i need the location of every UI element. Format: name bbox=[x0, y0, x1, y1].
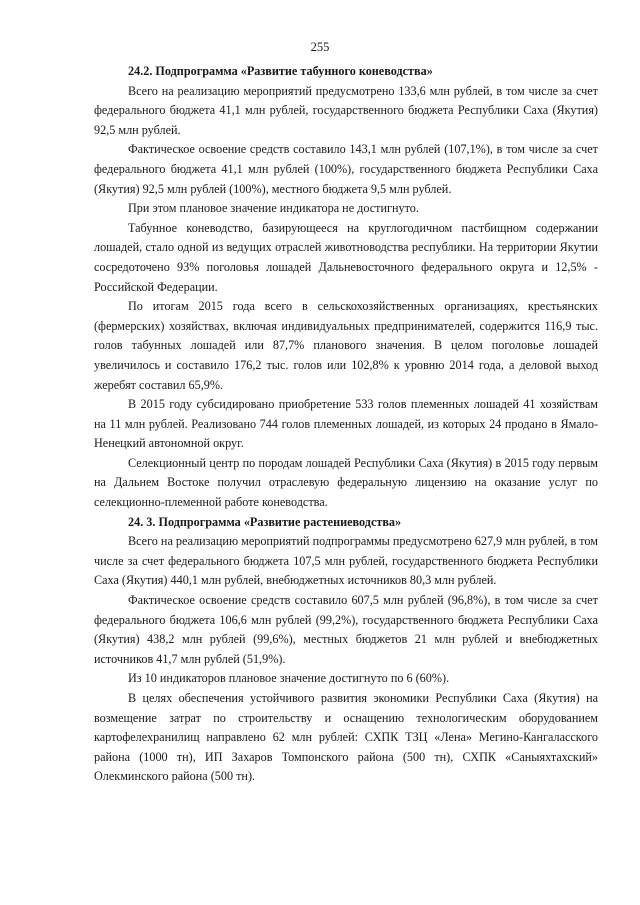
paragraph: Фактическое освоение средств составило 607,5 млн рублей (96,8%), в том числе за счет федерального бюджета 106,6 млн рублей (99,2%), государственного бюджета Республики Саха (Якутия) 438,2 млн рублей (99,6%), местных бюджетов 21 млн рублей и внебюджетных источников 41,7 млн рублей (51,9%). bbox=[94, 593, 598, 666]
paragraph: Табунное коневодство, базирующееся на круглогодичном пастбищном содержании лошадей, стало одной из ведущих отраслей животноводства республики. На территории Якутии сосредоточено 93% поголовья лошадей Дальневосточного федерального округа и 12,5% - Российской Федерации. bbox=[94, 220, 598, 294]
paragraph: Всего на реализацию мероприятий предусмотрено 133,6 млн рублей, в том числе за счет федерального бюджета 41,1 млн рублей, государственного бюджета Республики Саха (Якутия) 92,5 млн рублей. bbox=[94, 83, 598, 137]
paragraph: Фактическое освоение средств составило 143,1 млн рублей (107,1%), в том числе за счет федерального бюджета 41,1 млн рублей (100%), государственного бюджета Республики Саха (Якутия) 92,5 млн рублей (100%), местного бюджета 9,5 млн рублей. bbox=[94, 142, 598, 196]
paragraph: При этом плановое значение индикатора не достигнуто. bbox=[128, 201, 419, 216]
page-content bbox=[94, 62, 598, 787]
paragraph: Селекционный центр по породам лошадей Республики Саха (Якутия) в 2015 году первым на Дальнем Востоке получил отраслевую федеральную лицензию на оказание услуг по селекционно-племенной работе коневодства. bbox=[94, 455, 598, 510]
section-heading-horse-breeding: 24.2. Подпрограмма «Развитие табунного коневодства» bbox=[128, 64, 433, 78]
paragraph: В целях обеспечения устойчивого развития экономики Республики Саха (Якутия) на возмещение затрат по строительству и оснащению технологическим оборудованием картофелехранилищ направлено 62 млн рублей: СХПК ТЗЦ «Лена» Мегино-Кангаласского района (1000 тн), ИП Захаров Томпонского района (500 тн), СХПК «Саныяхтахский» Олекминского района (500 тн). bbox=[94, 691, 598, 784]
paragraph: В 2015 году субсидировано приобретение 533 голов племенных лошадей 41 хозяйствам на 11 млн рублей. Реализовано 744 голов племенных лошадей, из которых 24 продано в Ямало-Ненецкий автономной округ. bbox=[94, 397, 598, 451]
paragraph: Из 10 индикаторов плановое значение достигнуто по 6 (60%). bbox=[128, 671, 450, 686]
paragraph: Всего на реализацию мероприятий подпрограммы предусмотрено 627,9 млн рублей, в том числе за счет федерального бюджета 107,5 млн рублей, государственного бюджета Республики Саха (Якутия) 440,1 млн рублей, внебюджетных источников 80,3 млн рублей. bbox=[94, 534, 599, 588]
page-number: 255 bbox=[310, 40, 330, 54]
paragraph: По итогам 2015 года всего в сельскохозяйственных организациях, крестьянских (фермерских) хозяйствах, включая индивидуальных предпринимателей, содержится 116,9 тыс. голов табунных лошадей или 87,7% планового значения. В целом поголовье лошадей увеличилось и составило 176,2 тыс. голов или 102,8% к уровню 2014 года, а деловой выход жеребят составил 65,9%. bbox=[94, 299, 598, 392]
section-heading-crop-production: 24. 3. Подпрограмма «Развитие растениеводства» bbox=[128, 514, 402, 529]
